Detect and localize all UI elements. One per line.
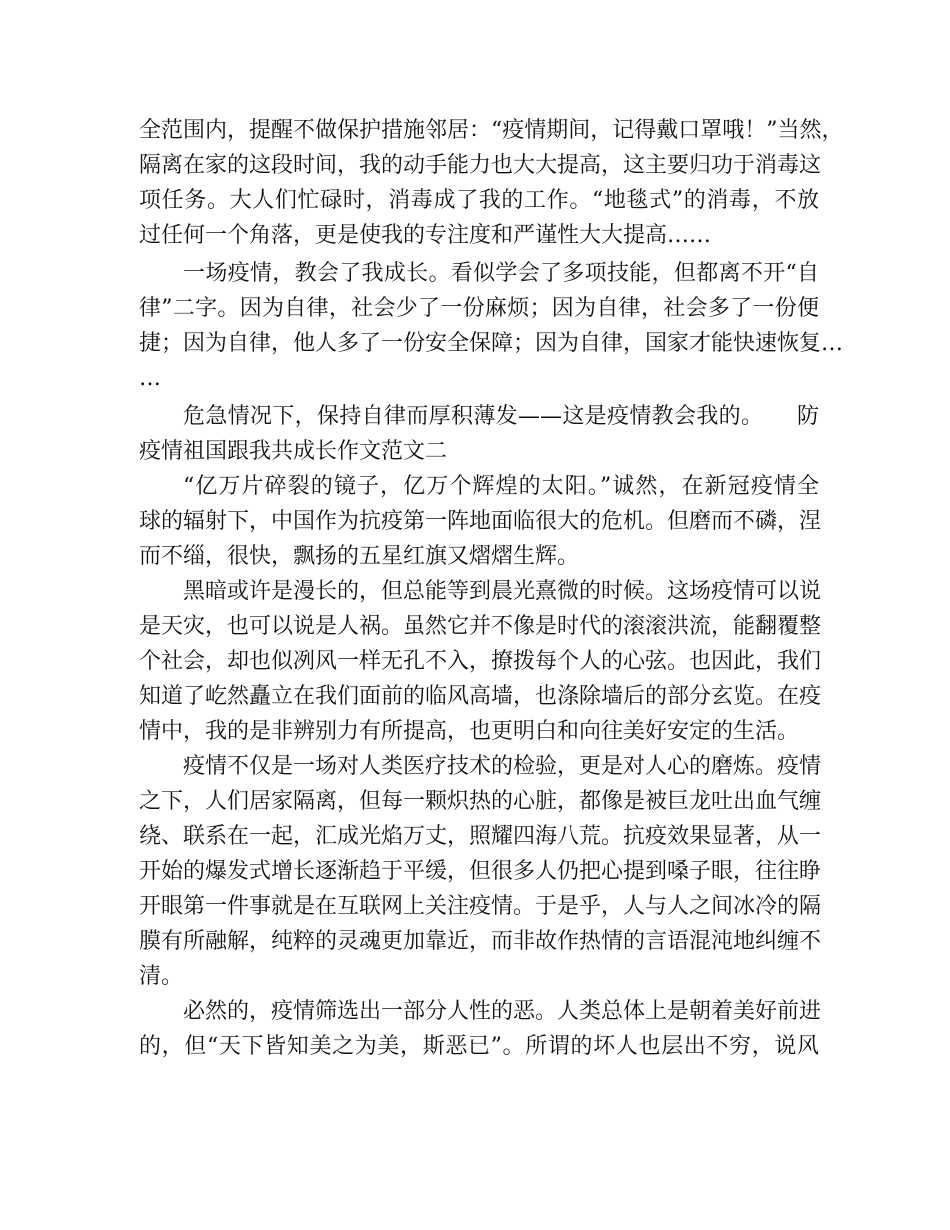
text-line: 清。: [139, 964, 184, 989]
text-line: 而不缁，很快，飘扬的五星红旗又熠熠生辉。: [139, 544, 580, 569]
text-line: 律”二字。因为自律，社会少了一份麻烦；因为自律，社会多了一份便: [139, 296, 819, 321]
text-line: 危急情况下，保持自律而厚积薄发——这是疫情教会我的。 防: [183, 404, 819, 429]
text-line: 过任何一个角落，更是使我的专注度和严谨性大大提高……: [139, 223, 712, 248]
text-line: 膜有所融解，纯粹的灵魂更加靠近，而非故作热情的言语混沌地纠缠不: [139, 929, 822, 954]
text-line: 是天灾，也可以说是人祸。虽然它并不像是时代的滚滚洪流，能翻覆整: [139, 614, 822, 639]
text-line: “亿万片碎裂的镜子，亿万个辉煌的太阳。”诚然，在新冠疫情全: [183, 474, 819, 499]
text-line: 绕、联系在一起，汇成光焰万丈，照耀四海八荒。抗疫效果显著，从一: [139, 824, 822, 849]
text-line: 一场疫情，教会了我成长。看似学会了多项技能，但都离不开“自: [183, 261, 819, 286]
text-line: 的，但“天下皆知美之为美，斯恶已”。所谓的坏人也层出不穷，说风: [139, 1034, 819, 1059]
section-heading: 疫情祖国跟我共成长作文范文二: [139, 439, 448, 464]
text-line: …: [139, 366, 161, 391]
text-line: 黑暗或许是漫长的，但总能等到晨光熹微的时候。这场疫情可以说: [183, 579, 822, 604]
text-line: 隔离在家的这段时间，我的动手能力也大大提高，这主要归功于消毒这: [139, 153, 822, 178]
text-line: 必然的，疫情筛选出一部分人性的恶。人类总体上是朝着美好前进: [183, 999, 822, 1024]
text-line: 情中，我的是非辨别力有所提高，也更明白和向往美好安定的生活。: [139, 719, 800, 744]
text-line: 项任务。大人们忙碌时，消毒成了我的工作。“地毯式”的消毒，不放: [139, 188, 819, 213]
text-line: 全范围内，提醒不做保护措施邻居：“疫情期间，记得戴口罩哦！”当然，: [139, 118, 844, 143]
essay-body: [139, 113, 844, 1064]
text-line: 个社会，却也似冽风一样无孔不入，撩拨每个人的心弦。也因此，我们: [139, 649, 822, 674]
text-line: 开眼第一件事就是在互联网上关注疫情。于是乎，人与人之间冰冷的隔: [139, 894, 822, 919]
text-line: 疫情不仅是一场对人类医疗技术的检验，更是对人心的磨炼。疫情: [183, 754, 822, 779]
text-line: 之下，人们居家隔离，但每一颗炽热的心脏，都像是被巨龙吐出血气缠: [139, 789, 822, 814]
text-line: 知道了屹然矗立在我们面前的临风高墙，也涤除墙后的部分玄览。在疫: [139, 684, 822, 709]
text-line: 开始的爆发式增长逐渐趋于平缓，但很多人仍把心提到嗓子眼，往往睁: [139, 859, 822, 884]
text-line: 球的辐射下，中国作为抗疫第一阵地面临很大的危机。但磨而不磷，涅: [139, 509, 822, 534]
text-line: 捷；因为自律，他人多了一份安全保障；因为自律，国家才能快速恢复…: [139, 331, 844, 356]
